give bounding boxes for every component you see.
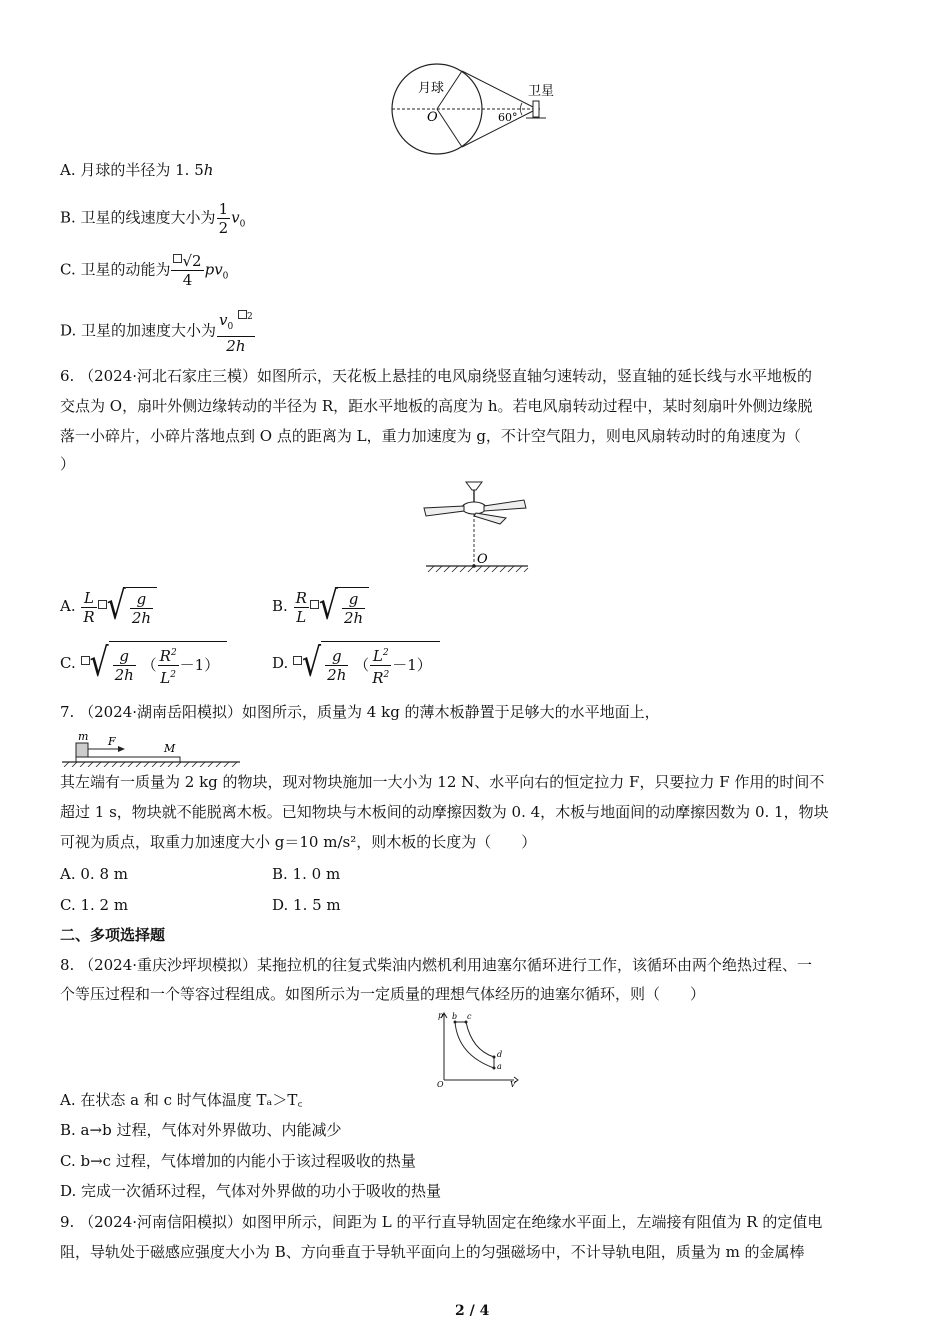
force-arrowhead	[118, 746, 125, 752]
q7-option-b: B. 1. 0 m	[272, 865, 341, 883]
angle-arc	[520, 103, 522, 115]
fan-mount	[466, 482, 482, 490]
pv-diagram-figure	[430, 1010, 520, 1088]
center-label: O	[427, 110, 438, 125]
q7-line-3: 超过 1 s，物块就不能脱离木板。已知物块与木板间的动摩擦因数为 0. 4，木板与地面间的动摩擦因数为 0. 1，物块	[60, 803, 829, 821]
q8-line-1: 8. （2024·重庆沙坪坝模拟）某拖拉机的往复式柴油内燃机利用迪塞尔循环进行工作，该循环由两个绝热过程、一	[60, 956, 813, 974]
q5-option-d: D. 卫星的加速度大小为 $\frac{v_0 ^2}{2h}$	[60, 308, 256, 355]
p-label: p	[438, 1011, 444, 1020]
q5-option-b: B. 卫星的线速度大小为 $\frac{1}{2}$ $v_0$	[60, 200, 246, 237]
q9-line-2: 阻，导轨处于磁感应强度大小为 B、方向垂直于导轨平面向上的匀强磁场中，不计导轨电阻，质量为 m 的金属棒	[60, 1243, 805, 1261]
q6-option-b: B. $\frac{R}{L}$ √ $\frac{g}{2h}$	[272, 586, 369, 626]
q6-line-4: ）	[60, 455, 76, 473]
state-a	[493, 1067, 496, 1070]
q8-option-d: D. 完成一次循环过程，气体对外界做的功小于吸收的热量	[60, 1182, 442, 1200]
angle-label: 60°	[498, 111, 518, 124]
moon-satellite-figure	[390, 62, 560, 158]
q6-option-d: D. √ $\frac{g}{2h}$ （ $\frac{L^2}{R^2}$ －1）	[272, 640, 440, 686]
ceiling-fan-figure	[420, 478, 532, 574]
fraction: $\frac{v_0 ^2}{2h}$	[217, 308, 255, 355]
block-m	[76, 743, 88, 757]
d-label: d	[497, 1050, 503, 1059]
a-label: a	[497, 1062, 502, 1071]
section-heading: 二、多项选择题	[60, 926, 166, 944]
fraction: $\frac{√2}{4}$	[171, 252, 203, 289]
q8-option-a: A. 在状态 a 和 c 时气体温度 Tₐ＞T꜀	[60, 1091, 303, 1109]
q6-option-a: A. $\frac{L}{R}$ √ $\frac{g}{2h}$	[60, 586, 157, 626]
tangent-up	[462, 71, 533, 107]
fan-blade-right	[484, 500, 526, 511]
q6-line-2: 交点为 O，扇叶外侧边缘转动的半径为 R，距水平地板的高度为 h。若电风扇转动过程中，某时刻扇叶外侧边缘脱	[60, 397, 813, 415]
q5-option-c: C. 卫星的动能为 $\frac{√2}{4}$ $pv_0$	[60, 252, 229, 289]
radius-down	[437, 109, 462, 147]
q7-line-1: 7. （2024·湖南岳阳模拟）如图所示，质量为 4 kg 的薄木板静置于足够大的水平地面上，	[60, 703, 660, 721]
q6-option-c: C. √ $\frac{g}{2h}$ （ $\frac{R^2}{L^2}$ －1）	[60, 640, 227, 686]
q8-option-b: B. a→b 过程，气体对外界做功、内能减少	[60, 1121, 342, 1139]
block-board-figure	[62, 729, 242, 767]
label-m: m	[78, 730, 89, 743]
point-o-label: O	[477, 552, 488, 567]
q7-option-d: D. 1. 5 m	[272, 896, 341, 914]
q7-option-a: A. 0. 8 m	[60, 865, 128, 883]
page-number: 2 / 4	[455, 1303, 490, 1319]
b-label: b	[452, 1012, 458, 1021]
label-F: F	[108, 735, 116, 748]
q9-line-1: 9. （2024·河南信阳模拟）如图甲所示，间距为 L 的平行直导轨固定在绝缘水平面上，左端接有阻值为 R 的定值电	[60, 1213, 823, 1231]
q6-line-3: 落一小碎片，小碎片落地点到 O 点的距离为 L，重力加速度为 g，不计空气阻力，则电风扇转动时的角速度为（	[60, 427, 801, 445]
board-M	[76, 757, 180, 762]
fan-blade-left	[424, 506, 464, 516]
c-label: c	[467, 1012, 472, 1021]
q6-line-1: 6. （2024·河北石家庄三模）如图所示，天花板上悬挂的电风扇绕竖直轴匀速转动，竖直轴的延长线与水平地板的	[60, 367, 813, 385]
satellite-icon	[533, 101, 539, 117]
q8-line-2: 个等压过程和一个等容过程组成。如图所示为一定质量的理想气体经历的迪塞尔循环，则（ ）	[60, 985, 706, 1003]
v-label: V	[510, 1080, 516, 1088]
satellite-label: 卫星	[528, 84, 555, 99]
fraction: $\frac{1}{2}$	[218, 200, 229, 237]
process-ab	[455, 1022, 494, 1068]
state-d	[493, 1056, 496, 1059]
label-M: M	[164, 742, 176, 755]
process-cd	[466, 1022, 494, 1057]
point-o	[472, 564, 476, 568]
q5-option-a: A. 月球的半径为 1. 5h	[60, 161, 214, 179]
q7-option-c: C. 1. 2 m	[60, 896, 129, 914]
ground-hatch	[64, 762, 237, 767]
origin-label: O	[437, 1080, 444, 1088]
fan-blade-front	[474, 513, 506, 524]
q7-line-4: 可视为质点，取重力加速度大小 g＝10 m/s²，则木板的长度为（ ）	[60, 833, 537, 851]
q8-option-c: C. b→c 过程，气体增加的内能小于该过程吸收的热量	[60, 1152, 416, 1170]
fan-hub	[462, 502, 486, 514]
moon-label: 月球	[418, 81, 445, 96]
q7-line-2: 其左端有一质量为 2 kg 的物块，现对物块施加一大小为 12 N、水平向右的恒定拉力 F，只要拉力 F 作用的时间不	[60, 773, 825, 791]
